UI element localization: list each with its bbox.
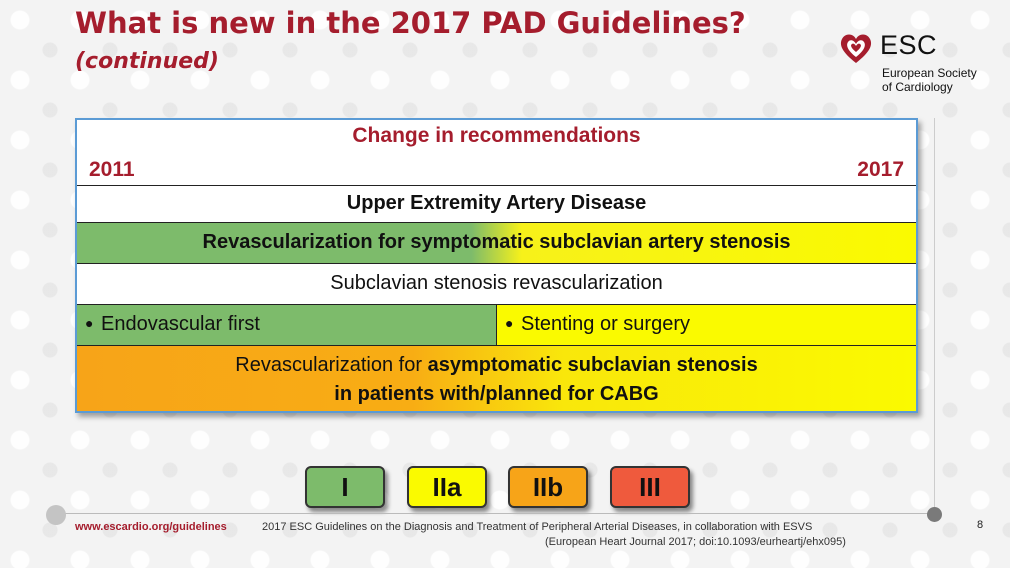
section-row [77,186,916,223]
year-2017-label: 2017 [857,158,904,181]
heart-icon [838,30,874,66]
class-iii-badge: III [610,466,690,508]
left-circle-ornament [46,505,66,525]
right-circle-ornament [927,507,942,522]
footer-journal: (European Heart Journal 2017; doi:10.1093/eurheartj/ehx095) [545,536,846,548]
revascularization-text: Revascularization for symptomatic subclavian artery stenosis [202,231,791,253]
recommendations-table [75,118,918,413]
asymptomatic-line-2: in patients with/planned for CABG [334,383,659,405]
section-title: Upper Extremity Artery Disease [346,192,647,214]
page-number: 8 [977,519,984,531]
asymptomatic-plain: Revascularization for [235,354,428,376]
year-2011-label: 2011 [89,158,135,181]
logo-line-1: European Society [882,66,977,80]
footer-reference: 2017 ESC Guidelines on the Diagnosis and Treatment of Peripheral Arterial Diseases, in collaboration with ESVS [262,521,813,533]
stenting-text: Stenting or surgery [521,313,690,335]
class-iia-badge: IIa [407,466,487,508]
subclavian-text: Subclavian stenosis revascularization [330,272,663,294]
endovascular-cell [77,305,497,345]
endovascular-text: Endovascular first [101,313,260,335]
footer-link[interactable]: www.escardio.org/guidelines [75,521,227,533]
table-header-row [77,120,916,186]
logo-society-name [882,66,977,94]
endovascular-bullet: ● Endovascular first [85,313,260,335]
class-i-badge: I [305,466,385,508]
logo-line-2: of Cardiology [882,80,953,94]
asymptomatic-line-1 [77,354,916,377]
class-iib-badge: IIb [508,466,588,508]
esc-logo [838,30,998,96]
stenting-bullet: ● Stenting or surgery [505,313,690,335]
slide-subtitle: (continued) [75,49,219,74]
revascularization-row [77,223,916,264]
vertical-divider [934,118,935,508]
asymptomatic-row [77,346,916,411]
asymptomatic-bold: asymptomatic subclavian stenosis [427,354,758,376]
slide-title: What is new in the 2017 PAD Guidelines? [75,6,746,40]
stenting-cell [497,305,916,345]
footer-divider [56,513,934,514]
endovascular-row [77,305,916,346]
subclavian-row [77,264,916,305]
logo-acronym: ESC [880,30,938,60]
table-header-title: Change in recommendations [352,124,641,147]
